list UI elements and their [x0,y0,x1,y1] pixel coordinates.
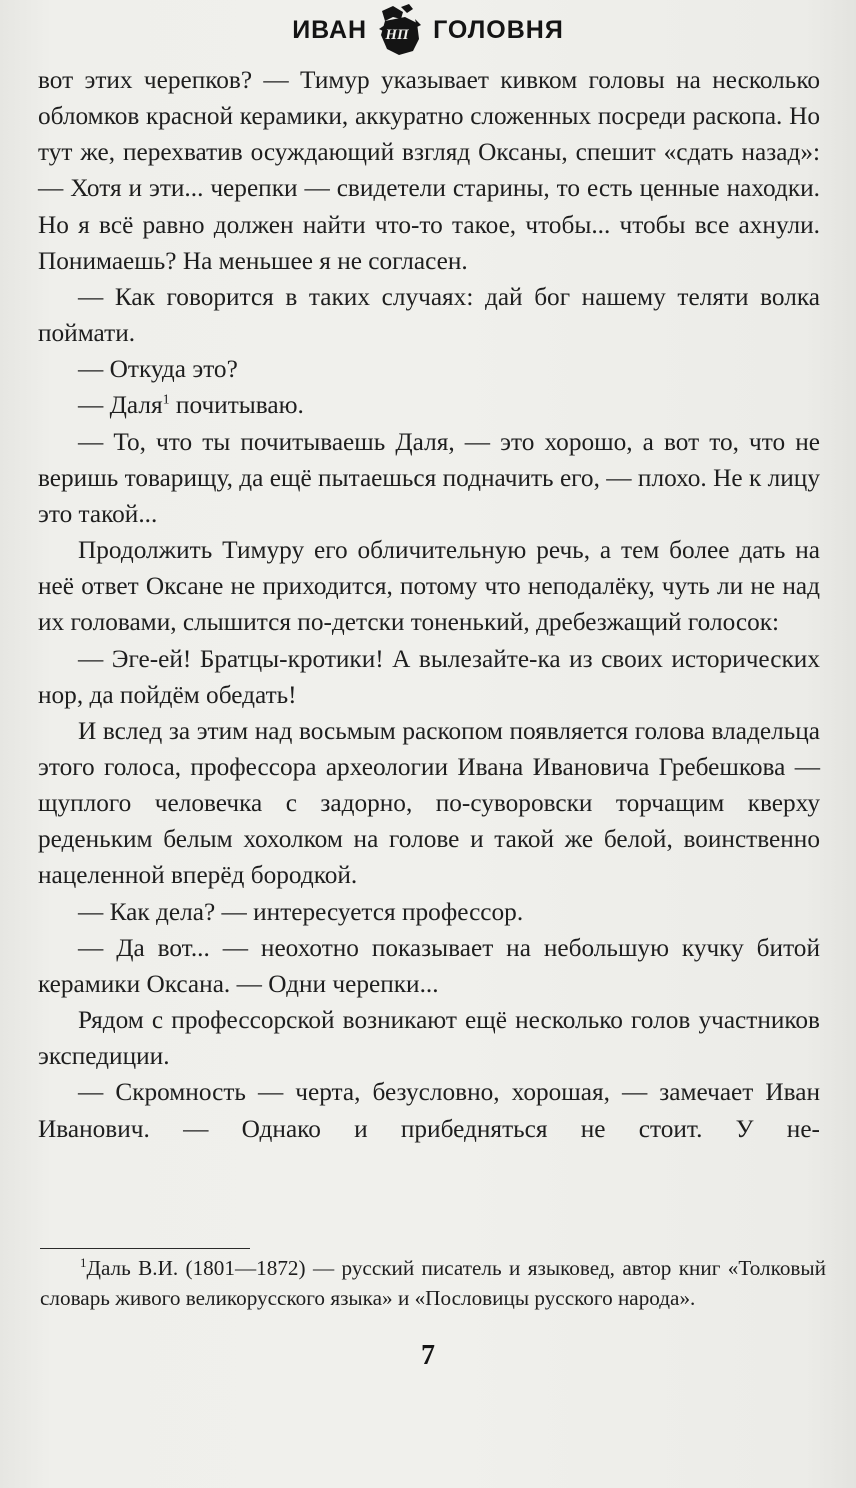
paragraph-6: Продолжить Тимуру его обличительную речь, а тем более дать на неё ответ Оксане не приходится, потому что неподалёку, чуть ли не над их головами, слышится по-детски тоненький, дребезжащий голосок: [38,536,820,637]
footnote-reference: 1 [162,392,170,408]
paragraph-8: И вслед за этим над восьмым раскопом появляется голова владельца этого голоса, профессора археологии Ивана Ивановича Гребешкова — щуплого человечка с задорно, по-суворовски торчащим кверху реденьким белым хохолком на голове и такой же белой, воинственно нацеленной вперёд бородкой. [38,716,820,890]
paragraph-11: Рядом с профессорской возникают ещё несколько голов участников экспедиции. [38,1006,820,1071]
author-last-name: ГОЛОВНЯ [433,15,564,44]
paragraph-4-text: — Даля [78,391,163,420]
paragraph-4-rest: почитываю. [169,391,304,420]
footnote [40,1254,826,1313]
main-text [38,62,820,1147]
author-first-name: ИВАН [292,15,368,44]
paragraph-10: — Да вот... — неохотно показывает на небольшую кучку битой керамики Оксана. — Одни черепки... [38,933,820,998]
paragraph-12: — Скромность — черта, безусловно, хорошая, — замечает Иван Иванович. — Однако и прибедняться не стоит. У не- [38,1078,820,1143]
footnote-mark: 1 [80,1254,87,1270]
page-number: 7 [421,1340,435,1371]
footnote-separator [40,1248,250,1249]
paragraph-7: — Эге-ей! Братцы-кротики! А вылезайте-ка из своих исторических нор, да пойдём обедать! [38,644,820,709]
paragraph-2: — Как говорится в таких случаях: дай бог нашему теляти волка поймати. [38,282,820,348]
logo-letters: НП [385,27,409,43]
paragraph-1: вот этих черепков? — Тимур указывает кивком головы на несколько обломков красной керамики, аккуратно сложенных посреди раскопа. Но тут же, перехватив осуждающий взгляд Оксаны, спешит «сдать назад»: — Хотя и эти... черепки — свидетели старины, то есть ценные находки. Но я всё равно должен найти что-то такое, чтобы... чтобы все ахнули. Понимаешь? На меньшее я не согласен. [38,66,820,275]
publisher-logo [375,3,425,57]
paragraph-4 [38,387,820,423]
footnote-text: Даль В.И. (1801—1872) — русский писатель и языковед, автор книг «Толковый словарь живого великорусского языка» и «Пословицы русского народа». [40,1256,826,1310]
running-header [0,2,856,58]
paragraph-3: — Откуда это? [78,355,238,384]
paragraph-5: — То, что ты почитываешь Даля, — это хорошо, а вот то, что не веришь товарищу, да ещё пытаешься подначить его, — плохо. Не к лицу это такой... [38,427,820,528]
paragraph-9: — Как дела? — интересуется профессор. [78,897,524,926]
